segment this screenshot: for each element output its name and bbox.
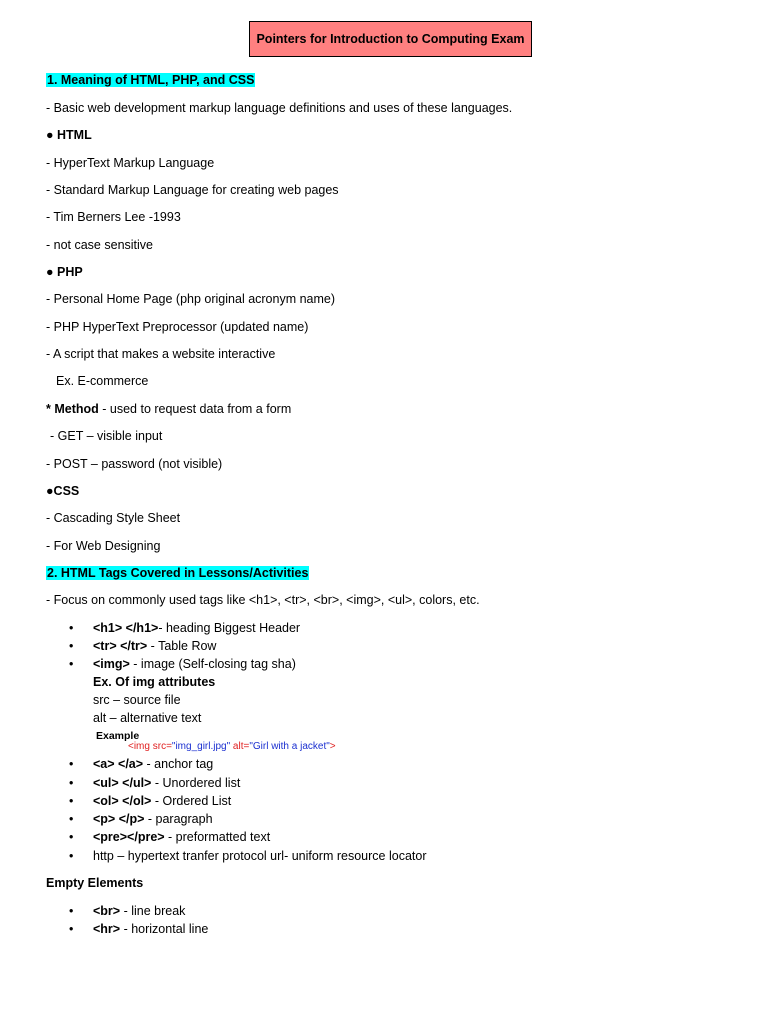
empty-elements-heading: Empty Elements bbox=[46, 876, 144, 890]
html-line: - HyperText Markup Language bbox=[46, 156, 215, 170]
tag-item: <p> </p> - paragraph bbox=[93, 812, 213, 826]
html-line: - Tim Berners Lee -1993 bbox=[46, 210, 181, 224]
page-title: Pointers for Introduction to Computing Exam bbox=[249, 21, 532, 57]
list-bullet: • bbox=[69, 621, 74, 635]
html-line: - Standard Markup Language for creating web pages bbox=[46, 183, 339, 197]
empty-tag-item: <br> - line break bbox=[93, 904, 186, 918]
tag-item: http – hypertext tranfer protocol url- uniform resource locator bbox=[93, 849, 427, 863]
section2-intro: - Focus on commonly used tags like <h1>, <tr>, <br>, <img>, <ul>, colors, etc. bbox=[46, 593, 480, 607]
css-line: - For Web Designing bbox=[46, 539, 161, 553]
method-label: * Method bbox=[46, 402, 99, 416]
php-line: - PHP HyperText Preprocessor (updated name) bbox=[46, 320, 309, 334]
section2-heading: 2. HTML Tags Covered in Lessons/Activities bbox=[47, 566, 309, 580]
tag-item: <ol> </ol> - Ordered List bbox=[93, 794, 232, 808]
img-attr: src – source file bbox=[93, 693, 181, 707]
list-bullet: • bbox=[69, 794, 74, 808]
list-bullet: • bbox=[69, 776, 74, 790]
example-label: Example bbox=[96, 730, 140, 742]
list-bullet: • bbox=[69, 830, 74, 844]
empty-tag-item: <hr> - horizontal line bbox=[93, 922, 209, 936]
method-desc: - used to request data from a form bbox=[98, 402, 292, 416]
html-bullet: ● HTML bbox=[46, 128, 92, 142]
section1-heading: 1. Meaning of HTML, PHP, and CSS bbox=[47, 73, 255, 87]
tag-item: <tr> </tr> - Table Row bbox=[93, 639, 217, 653]
list-bullet: • bbox=[69, 812, 74, 826]
img-attr-title: Ex. Of img attributes bbox=[93, 675, 216, 689]
php-line: - A script that makes a website interactive bbox=[46, 347, 276, 361]
tag-item: <img> - image (Self-closing tag sha) bbox=[93, 657, 296, 671]
tag-item: <ul> </ul> - Unordered list bbox=[93, 776, 241, 790]
css-bullet: ●CSS bbox=[46, 484, 80, 498]
list-bullet: • bbox=[69, 757, 74, 771]
example-code: <img src="img_girl.jpg" alt="Girl with a jacket"> bbox=[128, 741, 336, 752]
php-bullet: ● PHP bbox=[46, 265, 83, 279]
section1-intro: - Basic web development markup language definitions and uses of these languages. bbox=[46, 101, 513, 115]
list-bullet: • bbox=[69, 657, 74, 671]
tag-item: <pre></pre> - preformatted text bbox=[93, 830, 271, 844]
list-bullet: • bbox=[69, 849, 74, 863]
method-line bbox=[46, 401, 291, 417]
php-line: - Personal Home Page (php original acronym name) bbox=[46, 292, 336, 306]
tag-item: <a> </a> - anchor tag bbox=[93, 757, 214, 771]
css-line: - Cascading Style Sheet bbox=[46, 511, 181, 525]
img-attr: alt – alternative text bbox=[93, 711, 202, 725]
method-get: - GET – visible input bbox=[50, 429, 163, 443]
list-bullet: • bbox=[69, 639, 74, 653]
list-bullet: • bbox=[69, 922, 74, 936]
list-bullet: • bbox=[69, 904, 74, 918]
tag-item: <h1> </h1>- heading Biggest Header bbox=[93, 621, 301, 635]
method-post: - POST – password (not visible) bbox=[46, 457, 223, 471]
html-line: - not case sensitive bbox=[46, 238, 153, 252]
php-example: Ex. E-commerce bbox=[56, 374, 149, 388]
